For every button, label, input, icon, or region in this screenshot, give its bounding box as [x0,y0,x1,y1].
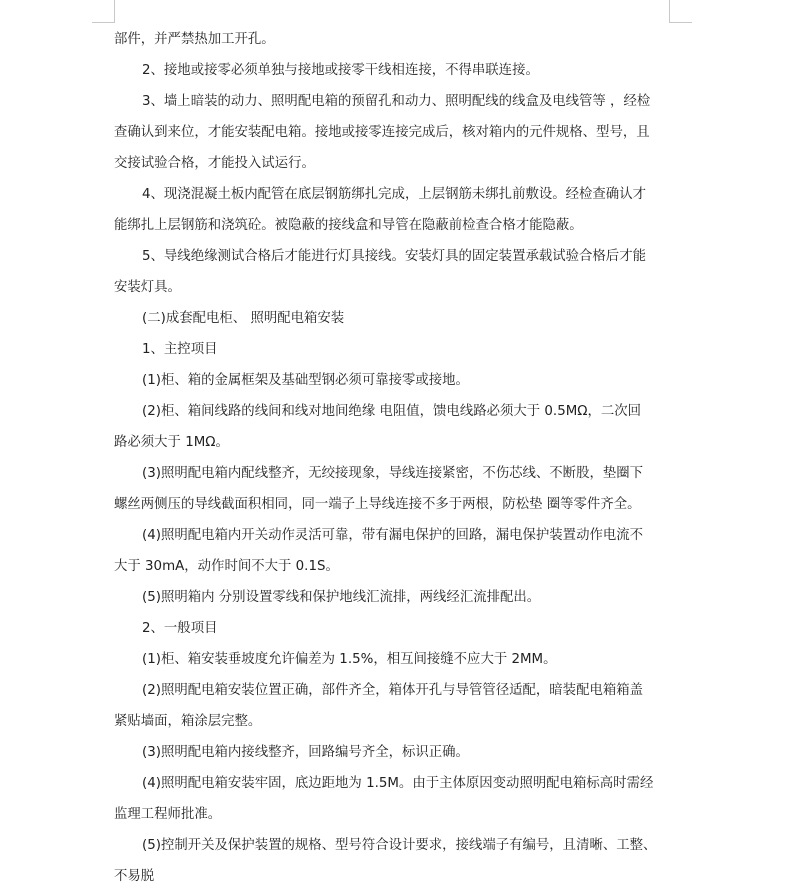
text-line: (4)照明配电箱安装牢固，底边距地为 1.5M。由于主体原因变动照明配电箱标高时需经 [142,776,654,791]
text-line: (4)照明配电箱内开关动作灵活可靠，带有漏电保护的回路，漏电保护装置动作电流不 [142,528,644,543]
section-heading: (二)成套配电柜、 照明配电箱安装 [142,311,345,326]
text-line: (2)照明配电箱安装位置正确，部件齐全，箱体开孔与导管管径适配，暗装配电箱箱盖 [142,683,644,698]
document-body [114,24,670,892]
subsection-heading: 1、主控项目 [142,342,218,357]
page-corner-mark-right [669,0,692,23]
text-line-cut-off: 不易脱 [114,869,155,884]
text-line: 螺丝两侧压的导线截面积相同，同一端子上导线连接不多于两根，防松垫 圈等零件齐全。 [114,497,641,512]
text-line: 路必须大于 1MΩ。 [114,435,229,450]
text-line: 3、墙上暗装的动力、照明配电箱的预留孔和动力、照明配线的线盒及电线管等 ，经检 [142,94,651,109]
text-line: 查确认到来位，才能安装配电箱。接地或接零连接完成后，核对箱内的元件规格、型号，且 [114,125,650,140]
subsection-heading: 2、一般项目 [142,621,218,636]
text-line: 安装灯具。 [114,280,181,295]
text-line: 部件，并严禁热加工开孔。 [114,32,275,47]
text-line: (2)柜、箱间线路的线间和线对地间绝缘 电阻值，馈电线路必须大于 0.5MΩ，二次回 [142,404,642,419]
text-line: 4、现浇混凝土板内配管在底层钢筋绑扎完成，上层钢筋未绑扎前敷设。经检查确认才 [142,187,646,202]
text-line: 大于 30mA，动作时间不大于 0.1S。 [114,559,339,574]
text-line: (5)照明箱内 分别设置零线和保护地线汇流排，两线经汇流排配出。 [142,590,541,605]
text-line: 2、接地或接零必须单独与接地或接零干线相连接，不得串联连接。 [142,63,539,78]
text-line: 监理工程师批准。 [114,807,222,822]
page-corner-mark-left [92,0,115,23]
text-line: (1)柜、箱的金属框架及基础型钢必须可靠接零或接地。 [142,373,469,388]
text-line: 交接试验合格，才能投入试运行。 [114,156,315,171]
text-line: 5、导线绝缘测试合格后才能进行灯具接线。安装灯具的固定装置承载试验合格后才能 [142,249,646,264]
text-line: (1)柜、箱安装垂坡度允许偏差为 1.5%，相互间接缝不应大于 2MM。 [142,652,557,667]
text-line: (5)控制开关及保护装置的规格、型号符合设计要求，接线端子有编号，且清晰、工整、 [142,838,657,853]
text-line: 紧贴墙面，箱涂层完整。 [114,714,262,729]
text-line: (3)照明配电箱内配线整齐，无绞接现象，导线连接紧密，不伤芯线、不断股，垫圈下 [142,466,644,481]
text-line: 能绑扎上层钢筋和浇筑砼。被隐蔽的接线盒和导管在隐蔽前检查合格才能隐蔽。 [114,218,583,233]
text-line: (3)照明配电箱内接线整齐，回路编号齐全，标识正确。 [142,745,469,760]
